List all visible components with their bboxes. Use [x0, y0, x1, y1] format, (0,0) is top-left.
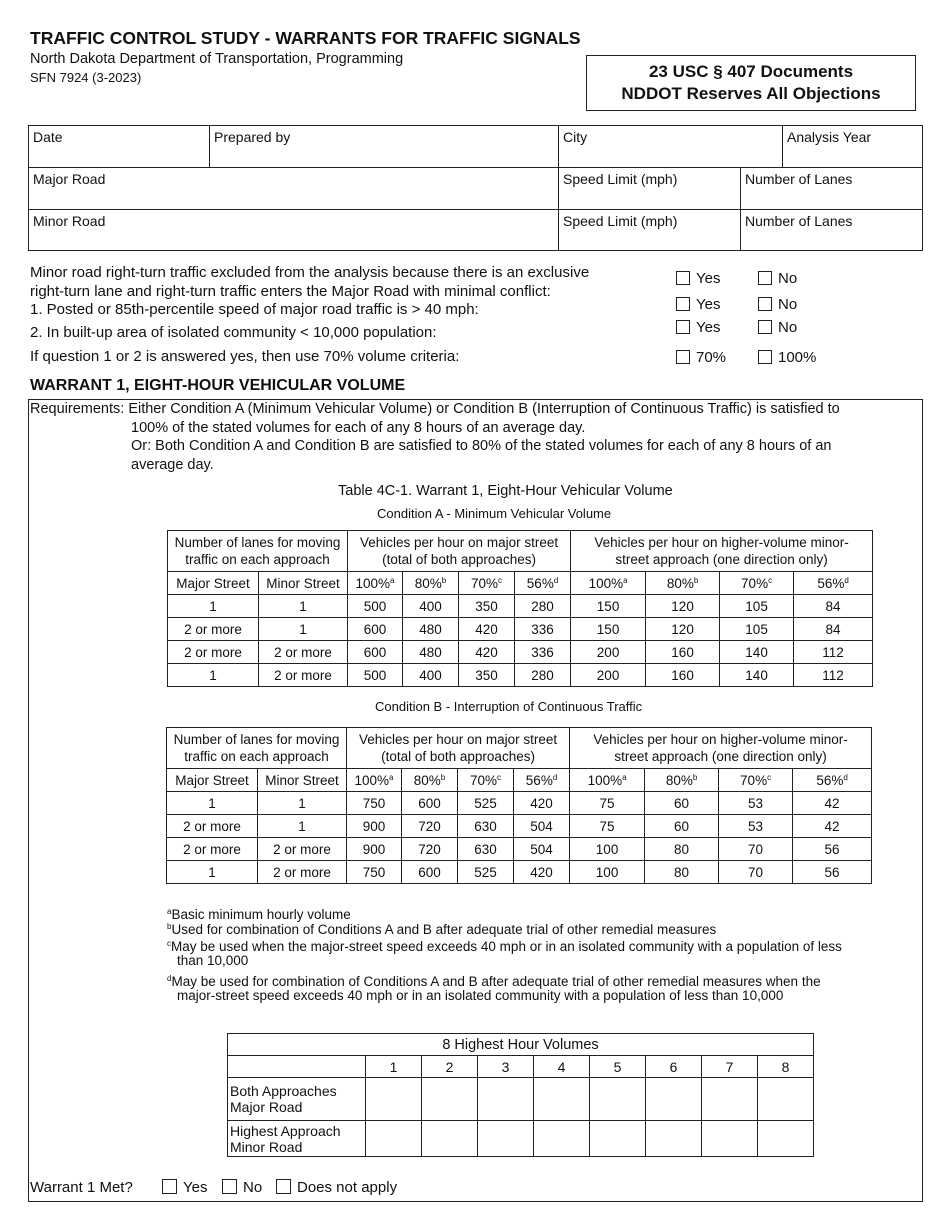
analysis-year-field[interactable]	[782, 125, 923, 168]
question-right-turn	[30, 263, 589, 301]
criteria-100-option[interactable]: 100%	[758, 349, 816, 366]
table-cell: 100	[570, 861, 645, 884]
table-cell: 1	[167, 861, 258, 884]
hour-header: 6	[646, 1056, 702, 1078]
form-title: TRAFFIC CONTROL STUDY - WARRANTS FOR TRAFFIC SIGNALS	[30, 28, 581, 48]
table-cell: 2 or more	[258, 861, 347, 884]
table-cell: 2 or more	[168, 618, 259, 641]
right-turn-no-checkbox[interactable]	[758, 271, 772, 285]
table-row	[168, 618, 873, 641]
warrant-met-label: Warrant 1 Met?	[30, 1179, 133, 1196]
city-field[interactable]	[558, 125, 783, 168]
table-cell: 1	[167, 792, 258, 815]
hour-volume-input-cell[interactable]	[478, 1121, 534, 1157]
table-cell: 1	[259, 618, 348, 641]
table-cell: 75	[570, 815, 645, 838]
speed-yes-checkbox[interactable]	[676, 297, 690, 311]
table-cell: 900	[347, 815, 402, 838]
table-cell: 500	[348, 664, 403, 687]
table-cell: 336	[515, 641, 571, 664]
major-road-label: Major Road	[33, 171, 106, 187]
condition-a-title: Condition A - Minimum Vehicular Volume	[377, 506, 612, 521]
table-cell: 70	[719, 861, 793, 884]
table-row	[168, 595, 873, 618]
table-cell: 70	[719, 838, 793, 861]
table-cell: 1	[259, 595, 348, 618]
warrant-met-na-checkbox[interactable]	[276, 1179, 291, 1194]
minor-lanes-field[interactable]	[740, 209, 923, 251]
table-cell: 600	[348, 618, 403, 641]
prepared-by-field[interactable]	[209, 125, 559, 168]
table-row	[167, 815, 872, 838]
table-cell: 80	[645, 838, 719, 861]
minor-speed-limit-label: Speed Limit (mph)	[563, 213, 678, 229]
warrant-met-no-checkbox[interactable]	[222, 1179, 237, 1194]
city-label: City	[563, 129, 588, 145]
hour-volume-input-cell[interactable]	[422, 1121, 478, 1157]
hour-volume-input-cell[interactable]	[702, 1078, 758, 1121]
table-cell: 105	[720, 595, 794, 618]
table-cell: 280	[515, 664, 571, 687]
table-cell: 42	[793, 792, 872, 815]
criteria-70-option[interactable]: 70%	[676, 349, 726, 366]
hour-volume-input-cell[interactable]	[758, 1121, 814, 1157]
pct-70-header: 70%$^c$	[719, 769, 793, 792]
pct-70-header: 70%$^c$	[720, 572, 794, 595]
table-row	[168, 641, 873, 664]
table-cell: 105	[720, 618, 794, 641]
right-turn-yes-checkbox[interactable]	[676, 271, 690, 285]
table-cell: 600	[348, 641, 403, 664]
table-cell: 336	[515, 618, 571, 641]
pct-80-header: 80%$^b$	[402, 769, 458, 792]
table-cell: 400	[403, 664, 459, 687]
table-cell: 150	[571, 595, 646, 618]
hour-volume-input-cell[interactable]	[758, 1078, 814, 1121]
hour-volume-input-cell[interactable]	[702, 1121, 758, 1157]
table-cell: 525	[458, 792, 514, 815]
community-yes-option[interactable]: Yes	[676, 319, 720, 336]
major-lanes-field[interactable]	[740, 167, 923, 210]
major-road-field[interactable]	[28, 167, 559, 210]
hour-header: 8	[758, 1056, 814, 1078]
warrant-met-yes-checkbox[interactable]	[162, 1179, 177, 1194]
major-speed-limit-field[interactable]	[558, 167, 741, 210]
hour-volume-input-cell[interactable]	[646, 1121, 702, 1157]
pct-56-header: 56%$^d$	[794, 572, 873, 595]
minor-speed-limit-field[interactable]	[558, 209, 741, 251]
table-cell: 2 or more	[168, 641, 259, 664]
pct-100-header: 100%$^a$	[570, 769, 645, 792]
major-lanes-label: Number of Lanes	[745, 171, 853, 187]
pct-80-header: 80%$^b$	[403, 572, 459, 595]
pct-100-header: 100%$^a$	[348, 572, 403, 595]
table-cell: 1	[258, 792, 347, 815]
table-row	[167, 838, 872, 861]
hour-volumes-title: 8 Highest Hour Volumes	[228, 1034, 814, 1056]
footnote-d-cont: major-street speed exceeds 40 mph or in an isolated community with a population of less than 10,000	[177, 988, 784, 1003]
question-right-turn-line2: right-turn lane and right-turn traffic enters the Major Road with minimal conflict:	[30, 283, 551, 300]
table-cell: 525	[458, 861, 514, 884]
minor-street-header: Minor Street	[258, 769, 347, 792]
hour-header: 4	[534, 1056, 590, 1078]
pct-70-header: 70%$^c$	[459, 572, 515, 595]
major-speed-limit-label: Speed Limit (mph)	[563, 171, 678, 187]
lanes-header: Number of lanes for moving traffic on each approach	[167, 728, 347, 769]
hour-volume-input-cell[interactable]	[534, 1078, 590, 1121]
footnote-c: $^c$May be used when the major-street speed exceeds 40 mph or in an isolated community with a population of less	[167, 939, 842, 954]
major-volume-header: Vehicles per hour on major street (total of both approaches)	[347, 728, 570, 769]
minor-road-volume-label: Highest Approach Minor Road	[228, 1121, 366, 1157]
speed-yes-option[interactable]: Yes	[676, 296, 720, 313]
requirements-line2: 100% of the stated volumes for each of any 8 hours of an average day.	[131, 420, 586, 436]
table-cell: 2 or more	[167, 815, 258, 838]
table-row	[167, 861, 872, 884]
pct-56-header: 56%$^d$	[514, 769, 570, 792]
table-cell: 112	[794, 641, 873, 664]
major-road-volume-label: Both Approaches Major Road	[228, 1078, 366, 1121]
question-right-turn-line1: Minor road right-turn traffic excluded from the analysis because there is an exclusive	[30, 264, 590, 281]
analysis-year-label: Analysis Year	[787, 129, 872, 145]
hour-volume-input-cell[interactable]	[478, 1078, 534, 1121]
table-cell: 200	[571, 664, 646, 687]
table-cell: 80	[645, 861, 719, 884]
requirements-line3: Or: Both Condition A and Condition B are satisfied to 80% of the stated volumes for each of any 8 hours of an	[131, 438, 832, 454]
minor-lanes-label: Number of Lanes	[745, 213, 853, 229]
warrant-met-yes-option[interactable]: Yes	[162, 1179, 207, 1196]
criteria-70-checkbox[interactable]	[676, 350, 690, 364]
pct-56-header: 56%$^d$	[515, 572, 571, 595]
minor-volume-header: Vehicles per hour on higher-volume minor- street approach (one direction only)	[570, 728, 872, 769]
table-cell: 420	[514, 861, 570, 884]
footnote-a: $^a$Basic minimum hourly volume	[167, 907, 351, 922]
table-cell: 480	[403, 641, 459, 664]
hour-volume-input-cell[interactable]	[646, 1078, 702, 1121]
table-cell: 420	[459, 641, 515, 664]
major-street-header: Major Street	[167, 769, 258, 792]
hour-volume-input-cell[interactable]	[590, 1121, 646, 1157]
question-speed: 1. Posted or 85th-percentile speed of major road traffic is > 40 mph:	[30, 301, 479, 318]
table-cell: 53	[719, 815, 793, 838]
table-cell: 400	[403, 595, 459, 618]
table-cell: 120	[646, 618, 720, 641]
pct-80-header: 80%$^b$	[646, 572, 720, 595]
hour-header: 1	[366, 1056, 422, 1078]
form-number: SFN 7924 (3-2023)	[30, 70, 142, 85]
table-cell: 420	[514, 792, 570, 815]
major-volume-header: Vehicles per hour on major street (total of both approaches)	[348, 531, 571, 572]
minor-road-label: Minor Road	[33, 213, 106, 229]
condition-a-table	[167, 530, 873, 687]
minor-road-field[interactable]	[28, 209, 559, 251]
hour-volume-input-cell[interactable]	[366, 1078, 422, 1121]
table-cell: 140	[720, 664, 794, 687]
table-title: Table 4C-1. Warrant 1, Eight-Hour Vehicular Volume	[338, 483, 673, 499]
legal-notice-line2: NDDOT Reserves All Objections	[621, 84, 881, 103]
table-row	[167, 792, 872, 815]
table-cell: 2 or more	[259, 641, 348, 664]
community-yes-checkbox[interactable]	[676, 320, 690, 334]
table-cell: 160	[646, 664, 720, 687]
table-cell: 60	[645, 815, 719, 838]
table-cell: 160	[646, 641, 720, 664]
pct-100-header: 100%$^a$	[347, 769, 402, 792]
criteria-100-checkbox[interactable]	[758, 350, 772, 364]
footnote-c-cont: than 10,000	[177, 953, 249, 968]
hour-header: 3	[478, 1056, 534, 1078]
pct-56-header: 56%$^d$	[793, 769, 872, 792]
agency-name: North Dakota Department of Transportation, Programming	[30, 51, 404, 67]
table-cell: 900	[347, 838, 402, 861]
date-label: Date	[33, 129, 63, 145]
community-no-checkbox[interactable]	[758, 320, 772, 334]
hour-volumes-table	[227, 1033, 814, 1157]
table-cell: 42	[793, 815, 872, 838]
table-cell: 600	[402, 792, 458, 815]
requirements-line1: Requirements: Either Condition A (Minimum Vehicular Volume) or Condition B (Interruption of Continuous Traffic) is satisfied to	[30, 401, 840, 417]
hour-volume-input-cell[interactable]	[366, 1121, 422, 1157]
table-cell: 1	[258, 815, 347, 838]
table-cell: 280	[515, 595, 571, 618]
table-cell: 600	[402, 861, 458, 884]
table-cell: 56	[793, 838, 872, 861]
table-cell: 60	[645, 792, 719, 815]
community-no-option[interactable]: No	[758, 319, 797, 336]
major-street-header: Major Street	[168, 572, 259, 595]
table-cell: 750	[347, 792, 402, 815]
table-cell: 1	[168, 664, 259, 687]
hour-volume-input-cell[interactable]	[422, 1078, 478, 1121]
table-cell: 2 or more	[258, 838, 347, 861]
requirements-line4: average day.	[131, 457, 214, 473]
table-cell: 2 or more	[259, 664, 348, 687]
date-field[interactable]	[28, 125, 210, 168]
legal-notice-line1: 23 USC § 407 Documents	[648, 62, 854, 81]
prepared-by-label: Prepared by	[214, 129, 291, 145]
right-turn-no-option[interactable]: No	[758, 270, 797, 287]
table-cell: 720	[402, 838, 458, 861]
question-volume-criteria: If question 1 or 2 is answered yes, then use 70% volume criteria:	[30, 348, 460, 365]
speed-no-option[interactable]: No	[758, 296, 797, 313]
hour-header-blank	[228, 1056, 366, 1078]
pct-100-header: 100%$^a$	[571, 572, 646, 595]
condition-b-title: Condition B - Interruption of Continuous Traffic	[375, 699, 643, 714]
table-cell: 350	[459, 664, 515, 687]
pct-70-header: 70%$^c$	[458, 769, 514, 792]
table-cell: 75	[570, 792, 645, 815]
minor-volume-header: Vehicles per hour on higher-volume minor- street approach (one direction only)	[571, 531, 873, 572]
warrant-met-no-option[interactable]: No	[222, 1179, 262, 1196]
pct-80-header: 80%$^b$	[645, 769, 719, 792]
lanes-header: Number of lanes for moving traffic on each approach	[168, 531, 348, 572]
hour-header: 5	[590, 1056, 646, 1078]
table-cell: 112	[794, 664, 873, 687]
table-cell: 84	[794, 595, 873, 618]
table-row	[168, 664, 873, 687]
right-turn-yes-option[interactable]: Yes	[676, 270, 720, 287]
hour-header: 2	[422, 1056, 478, 1078]
footnote-b: $^b$Used for combination of Conditions A and B after adequate trial of other remedial measures	[167, 922, 717, 937]
table-cell: 1	[168, 595, 259, 618]
table-cell: 500	[348, 595, 403, 618]
table-cell: 504	[514, 815, 570, 838]
legal-notice-box	[586, 55, 916, 111]
condition-b-table	[166, 727, 872, 884]
speed-no-checkbox[interactable]	[758, 297, 772, 311]
table-cell: 480	[403, 618, 459, 641]
table-cell: 2 or more	[167, 838, 258, 861]
table-cell: 750	[347, 861, 402, 884]
hour-volume-input-cell[interactable]	[590, 1078, 646, 1121]
table-cell: 84	[794, 618, 873, 641]
table-cell: 630	[458, 838, 514, 861]
table-cell: 630	[458, 815, 514, 838]
table-cell: 420	[459, 618, 515, 641]
table-cell: 504	[514, 838, 570, 861]
table-cell: 53	[719, 792, 793, 815]
table-cell: 56	[793, 861, 872, 884]
warrant-heading: WARRANT 1, EIGHT-HOUR VEHICULAR VOLUME	[30, 377, 406, 394]
hour-volume-input-cell[interactable]	[534, 1121, 590, 1157]
minor-street-header: Minor Street	[259, 572, 348, 595]
warrant-met-na-option[interactable]: Does not apply	[276, 1179, 397, 1196]
footnote-d: $^d$May be used for combination of Conditions A and B after adequate trial of other remedial measures when the	[167, 974, 821, 989]
table-cell: 200	[571, 641, 646, 664]
hour-header: 7	[702, 1056, 758, 1078]
table-cell: 350	[459, 595, 515, 618]
table-cell: 140	[720, 641, 794, 664]
question-community: 2. In built-up area of isolated community < 10,000 population:	[30, 324, 437, 341]
table-cell: 120	[646, 595, 720, 618]
table-cell: 100	[570, 838, 645, 861]
table-cell: 720	[402, 815, 458, 838]
table-cell: 150	[571, 618, 646, 641]
